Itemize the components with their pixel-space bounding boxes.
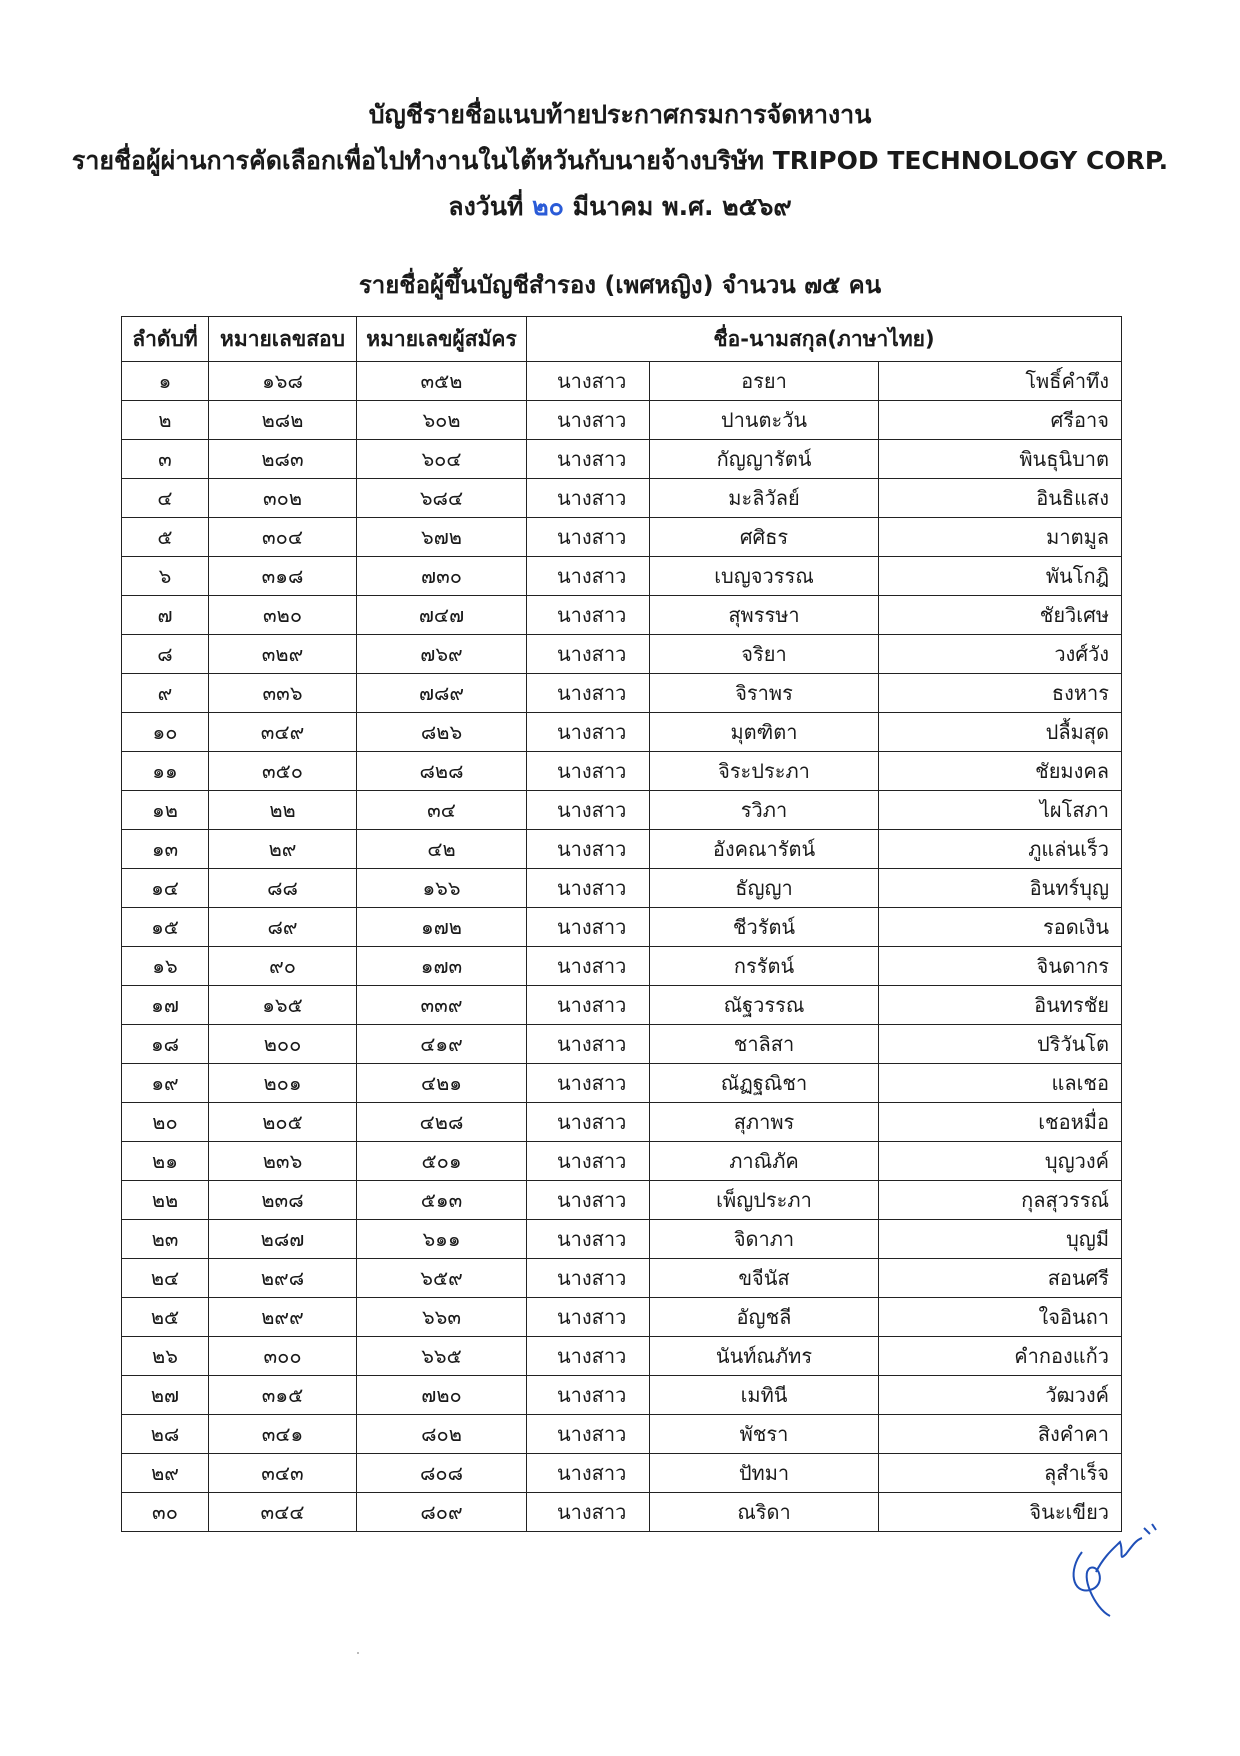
cell-order: ๒๘ [122, 1415, 209, 1454]
table-row [122, 1337, 1122, 1376]
cell-last-name: ภูแล่นเร็ว [879, 830, 1122, 869]
table-row [122, 908, 1122, 947]
cell-last-name: แลเชอ [879, 1064, 1122, 1103]
cell-first-name: ชีวรัตน์ [650, 908, 879, 947]
cell-order: ๖ [122, 557, 209, 596]
cell-first-name: ณัฏฐณิชา [650, 1064, 879, 1103]
cell-exam-number: ๓๑๘ [209, 557, 357, 596]
cell-first-name: ภาณิภัค [650, 1142, 879, 1181]
scan-speck [357, 1652, 359, 1654]
cell-order: ๑๔ [122, 869, 209, 908]
cell-exam-number: ๓๐๒ [209, 479, 357, 518]
cell-applicant-number: ๘๒๖ [357, 713, 527, 752]
cell-order: ๑๐ [122, 713, 209, 752]
cell-applicant-number: ๖๖๕ [357, 1337, 527, 1376]
cell-title: นางสาว [527, 479, 650, 518]
cell-last-name: วัฒวงค์ [879, 1376, 1122, 1415]
cell-applicant-number: ๗๔๗ [357, 596, 527, 635]
cell-first-name: มะลิวัลย์ [650, 479, 879, 518]
cell-title: นางสาว [527, 869, 650, 908]
cell-title: นางสาว [527, 362, 650, 401]
cell-last-name: อินธิแสง [879, 479, 1122, 518]
cell-order: ๑๒ [122, 791, 209, 830]
table-row [122, 1142, 1122, 1181]
cell-last-name: ปลื้มสุด [879, 713, 1122, 752]
cell-first-name: จิดาภา [650, 1220, 879, 1259]
cell-applicant-number: ๘๒๘ [357, 752, 527, 791]
cell-title: นางสาว [527, 1376, 650, 1415]
cell-applicant-number: ๔๒ [357, 830, 527, 869]
header-order: ลำดับที่ [122, 317, 209, 362]
cell-exam-number: ๒๒ [209, 791, 357, 830]
cell-last-name: สิงคำคา [879, 1415, 1122, 1454]
cell-applicant-number: ๔๑๙ [357, 1025, 527, 1064]
table-row [122, 1493, 1122, 1532]
cell-first-name: กัญญารัตน์ [650, 440, 879, 479]
cell-first-name: มุตฑิตา [650, 713, 879, 752]
cell-order: ๒๒ [122, 1181, 209, 1220]
table-row [122, 752, 1122, 791]
cell-last-name: พันโกฎิ [879, 557, 1122, 596]
cell-first-name: ขจีนัส [650, 1259, 879, 1298]
cell-last-name: ชัยวิเศษ [879, 596, 1122, 635]
cell-title: นางสาว [527, 1025, 650, 1064]
cell-exam-number: ๓๒๐ [209, 596, 357, 635]
cell-first-name: เมทินี [650, 1376, 879, 1415]
cell-applicant-number: ๖๖๓ [357, 1298, 527, 1337]
cell-order: ๗ [122, 596, 209, 635]
cell-applicant-number: ๖๐๒ [357, 401, 527, 440]
cell-exam-number: ๘๙ [209, 908, 357, 947]
cell-order: ๑๑ [122, 752, 209, 791]
cell-exam-number: ๒๘๗ [209, 1220, 357, 1259]
cell-title: นางสาว [527, 830, 650, 869]
cell-last-name: อินทร์บุญ [879, 869, 1122, 908]
cell-first-name: พัชรา [650, 1415, 879, 1454]
cell-order: ๙ [122, 674, 209, 713]
cell-last-name: ชัยมงคล [879, 752, 1122, 791]
cell-applicant-number: ๖๘๔ [357, 479, 527, 518]
cell-order: ๑๗ [122, 986, 209, 1025]
cell-exam-number: ๒๙๙ [209, 1298, 357, 1337]
cell-first-name: อังคณารัตน์ [650, 830, 879, 869]
cell-first-name: จิระประภา [650, 752, 879, 791]
cell-exam-number: ๓๔๙ [209, 713, 357, 752]
cell-order: ๑๕ [122, 908, 209, 947]
table-row [122, 596, 1122, 635]
cell-first-name: ชาลิสา [650, 1025, 879, 1064]
cell-exam-number: ๓๔๑ [209, 1415, 357, 1454]
cell-order: ๒๙ [122, 1454, 209, 1493]
cell-applicant-number: ๘๐๘ [357, 1454, 527, 1493]
table-row [122, 518, 1122, 557]
cell-title: นางสาว [527, 1298, 650, 1337]
cell-applicant-number: ๑๗๓ [357, 947, 527, 986]
cell-applicant-number: ๖๑๑ [357, 1220, 527, 1259]
cell-title: นางสาว [527, 1415, 650, 1454]
table-row [122, 635, 1122, 674]
cell-title: นางสาว [527, 713, 650, 752]
doc-title: บัญชีรายชื่อแนบท้ายประกาศกรมการจัดหางาน [368, 100, 872, 129]
cell-applicant-number: ๓๓๙ [357, 986, 527, 1025]
cell-applicant-number: ๑๗๒ [357, 908, 527, 947]
table-row [122, 401, 1122, 440]
cell-applicant-number: ๘๐๙ [357, 1493, 527, 1532]
table-row [122, 1415, 1122, 1454]
cell-title: นางสาว [527, 1337, 650, 1376]
table-row [122, 1259, 1122, 1298]
cell-last-name: รอดเงิน [879, 908, 1122, 947]
table-row [122, 1220, 1122, 1259]
cell-order: ๒๓ [122, 1220, 209, 1259]
cell-order: ๑๘ [122, 1025, 209, 1064]
table-row [122, 1298, 1122, 1337]
cell-last-name: จินดากร [879, 947, 1122, 986]
cell-first-name: สุภาพร [650, 1103, 879, 1142]
cell-first-name: ณริดา [650, 1493, 879, 1532]
cell-first-name: สุพรรษา [650, 596, 879, 635]
cell-applicant-number: ๖๐๔ [357, 440, 527, 479]
cell-applicant-number: ๖๗๒ [357, 518, 527, 557]
table-row [122, 479, 1122, 518]
table-row [122, 830, 1122, 869]
cell-first-name: จริยา [650, 635, 879, 674]
cell-first-name: อรยา [650, 362, 879, 401]
table-row [122, 1103, 1122, 1142]
cell-first-name: อัญชลี [650, 1298, 879, 1337]
cell-order: ๑๙ [122, 1064, 209, 1103]
cell-exam-number: ๓๔๔ [209, 1493, 357, 1532]
cell-applicant-number: ๕๐๑ [357, 1142, 527, 1181]
cell-exam-number: ๓๓๖ [209, 674, 357, 713]
table-row [122, 440, 1122, 479]
cell-exam-number: ๑๖๕ [209, 986, 357, 1025]
header-full-name: ชื่อ-นามสกุล(ภาษาไทย) [527, 317, 1122, 362]
cell-last-name: วงศ์วัง [879, 635, 1122, 674]
cell-exam-number: ๓๒๙ [209, 635, 357, 674]
cell-title: นางสาว [527, 518, 650, 557]
table-row [122, 1025, 1122, 1064]
handwritten-signature-icon [1060, 1512, 1160, 1622]
cell-order: ๔ [122, 479, 209, 518]
cell-exam-number: ๘๘ [209, 869, 357, 908]
cell-title: นางสาว [527, 908, 650, 947]
doc-subject: รายชื่อผู้ผ่านการคัดเลือกเพื่อไปทำงานในไต้หวันกับนายจ้างบริษัท TRIPOD TECHNOLOGY CORP. [71, 146, 1169, 175]
cell-applicant-number: ๓๔ [357, 791, 527, 830]
cell-exam-number: ๒๙๘ [209, 1259, 357, 1298]
table-row [122, 557, 1122, 596]
cell-title: นางสาว [527, 1064, 650, 1103]
cell-exam-number: ๒๓๖ [209, 1142, 357, 1181]
cell-last-name: กุลสุวรรณ์ [879, 1181, 1122, 1220]
cell-first-name: ณัฐวรรณ [650, 986, 879, 1025]
date-day: ๒๐ [532, 192, 564, 221]
cell-first-name: ปัทมา [650, 1454, 879, 1493]
cell-last-name: ศรีอาจ [879, 401, 1122, 440]
cell-exam-number: ๓๕๐ [209, 752, 357, 791]
cell-order: ๘ [122, 635, 209, 674]
table-row [122, 791, 1122, 830]
cell-title: นางสาว [527, 1493, 650, 1532]
cell-applicant-number: ๘๐๒ [357, 1415, 527, 1454]
cell-title: นางสาว [527, 557, 650, 596]
cell-title: นางสาว [527, 986, 650, 1025]
cell-exam-number: ๒๓๘ [209, 1181, 357, 1220]
cell-exam-number: ๒๐๕ [209, 1103, 357, 1142]
cell-title: นางสาว [527, 1220, 650, 1259]
cell-title: นางสาว [527, 596, 650, 635]
cell-exam-number: ๒๐๑ [209, 1064, 357, 1103]
cell-exam-number: ๓๔๓ [209, 1454, 357, 1493]
cell-exam-number: ๑๖๘ [209, 362, 357, 401]
cell-order: ๒๐ [122, 1103, 209, 1142]
cell-title: นางสาว [527, 1259, 650, 1298]
cell-order: ๑๓ [122, 830, 209, 869]
cell-exam-number: ๓๐๔ [209, 518, 357, 557]
cell-last-name: จินะเขียว [879, 1493, 1122, 1532]
cell-last-name: สอนศรี [879, 1259, 1122, 1298]
cell-last-name: บุญมี [879, 1220, 1122, 1259]
cell-exam-number: ๒๙ [209, 830, 357, 869]
cell-title: นางสาว [527, 440, 650, 479]
cell-order: ๑ [122, 362, 209, 401]
cell-last-name: บุญวงค์ [879, 1142, 1122, 1181]
date-rest: มีนาคม พ.ศ. ๒๕๖๙ [572, 192, 792, 221]
cell-title: นางสาว [527, 1181, 650, 1220]
cell-first-name: กรรัตน์ [650, 947, 879, 986]
cell-order: ๒๕ [122, 1298, 209, 1337]
doc-date [0, 190, 1240, 224]
table-row [122, 1376, 1122, 1415]
cell-first-name: เบญจวรรณ [650, 557, 879, 596]
header-applicant-number: หมายเลขผู้สมัคร [357, 317, 527, 362]
cell-last-name: ลุสำเร็จ [879, 1454, 1122, 1493]
cell-title: นางสาว [527, 947, 650, 986]
cell-applicant-number: ๔๒๑ [357, 1064, 527, 1103]
cell-first-name: เพ็ญประภา [650, 1181, 879, 1220]
table-row [122, 947, 1122, 986]
cell-title: นางสาว [527, 1454, 650, 1493]
cell-applicant-number: ๗๘๙ [357, 674, 527, 713]
candidate-table [121, 316, 1122, 1532]
cell-last-name: ปริวันโต [879, 1025, 1122, 1064]
cell-order: ๕ [122, 518, 209, 557]
cell-applicant-number: ๑๖๖ [357, 869, 527, 908]
cell-order: ๓๐ [122, 1493, 209, 1532]
cell-last-name: มาตมูล [879, 518, 1122, 557]
cell-order: ๒ [122, 401, 209, 440]
cell-title: นางสาว [527, 1103, 650, 1142]
cell-last-name: ธงหาร [879, 674, 1122, 713]
cell-title: นางสาว [527, 1142, 650, 1181]
cell-exam-number: ๒๐๐ [209, 1025, 357, 1064]
list-subtitle: รายชื่อผู้ขึ้นบัญชีสำรอง (เพศหญิง) จำนวน ๗๕ คน [358, 271, 882, 299]
table-row [122, 713, 1122, 752]
cell-last-name: ใจอินถา [879, 1298, 1122, 1337]
cell-order: ๓ [122, 440, 209, 479]
cell-first-name: ปานตะวัน [650, 401, 879, 440]
table-row [122, 1181, 1122, 1220]
cell-applicant-number: ๔๒๘ [357, 1103, 527, 1142]
table-row [122, 674, 1122, 713]
table-header-row [122, 317, 1122, 362]
header-exam-number: หมายเลขสอบ [209, 317, 357, 362]
cell-title: นางสาว [527, 401, 650, 440]
cell-exam-number: ๒๘๒ [209, 401, 357, 440]
cell-applicant-number: ๖๕๙ [357, 1259, 527, 1298]
cell-applicant-number: ๓๕๒ [357, 362, 527, 401]
cell-first-name: จิราพร [650, 674, 879, 713]
cell-applicant-number: ๕๑๓ [357, 1181, 527, 1220]
cell-order: ๒๗ [122, 1376, 209, 1415]
cell-order: ๑๖ [122, 947, 209, 986]
cell-title: นางสาว [527, 752, 650, 791]
cell-order: ๒๑ [122, 1142, 209, 1181]
cell-first-name: ศศิธร [650, 518, 879, 557]
date-prefix: ลงวันที่ [448, 192, 524, 221]
cell-applicant-number: ๗๒๐ [357, 1376, 527, 1415]
cell-first-name: นันท์ณภัทร [650, 1337, 879, 1376]
cell-exam-number: ๓๑๕ [209, 1376, 357, 1415]
cell-order: ๒๖ [122, 1337, 209, 1376]
cell-applicant-number: ๗๖๙ [357, 635, 527, 674]
cell-exam-number: ๓๐๐ [209, 1337, 357, 1376]
table-row [122, 362, 1122, 401]
cell-exam-number: ๒๘๓ [209, 440, 357, 479]
table-row [122, 1454, 1122, 1493]
cell-last-name: คำกองแก้ว [879, 1337, 1122, 1376]
cell-last-name: พินธุนิบาต [879, 440, 1122, 479]
cell-last-name: เชอหมื่อ [879, 1103, 1122, 1142]
cell-title: นางสาว [527, 674, 650, 713]
cell-last-name: ไผโสภา [879, 791, 1122, 830]
table-row [122, 869, 1122, 908]
cell-last-name: โพธิ์คำทึง [879, 362, 1122, 401]
table-row [122, 1064, 1122, 1103]
table-row [122, 986, 1122, 1025]
cell-title: นางสาว [527, 791, 650, 830]
cell-last-name: อินทรชัย [879, 986, 1122, 1025]
cell-title: นางสาว [527, 635, 650, 674]
cell-first-name: ธัญญา [650, 869, 879, 908]
cell-exam-number: ๙๐ [209, 947, 357, 986]
cell-order: ๒๔ [122, 1259, 209, 1298]
cell-first-name: รวิภา [650, 791, 879, 830]
cell-applicant-number: ๗๓๐ [357, 557, 527, 596]
